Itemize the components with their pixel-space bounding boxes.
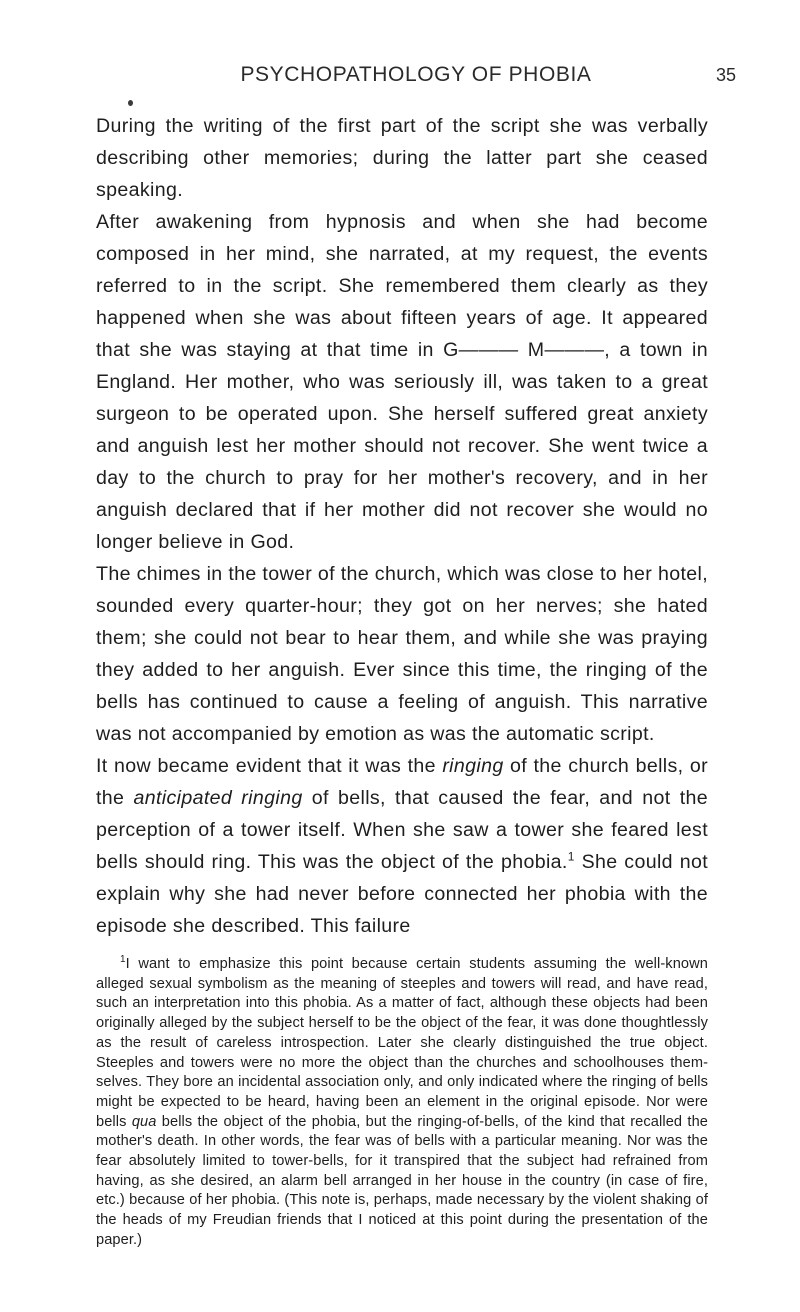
text-run: bells the object of the phobia, but the ringing-of-bells, of the kind that recalled the mother's death. In other words, the fear was of bells with a particular meaning. Nor was the fear absolutely limited to tower-bells, for it transpired that the subject had refrained from having, as she desired, an alarm bell arranged in her house in the country (in case of fire, etc.) because of her phobia. (This note is, perhaps, made necessary by the violent shaking of the heads of my Freudian friends that I noticed at this point during the presentation of the paper.) [96,1113,708,1248]
running-head [96,60,736,90]
footnote-reference: 1 [567,849,575,864]
ink-speck [128,100,133,106]
page-number: 35 [715,65,736,85]
emphasis: qua [131,1113,157,1130]
emphasis: anticipated ringing [133,787,303,809]
paragraph: After awakening from hypnosis and when she had become composed in her mind, she narrated, at my request, the events referred to in the script. She remembered them clearly as they happened when she was about fifteen years of age. It appeared that she was staying at that time in G——— M———, a town in England. Her mother, who was seriously ill, was taken to a great surgeon to be operated upon. She herself suffered great anxiety and anguish lest her mother should not recover. She went twice a day to the church to pray for her mother's recovery, and in her anguish declared that if her mother did not recover she would no longer believe in God. [96,211,708,553]
text-run: It now became evident that it was the [96,755,443,777]
footnote-marker: 1 [120,954,126,966]
text-run: of the church bells, or the [96,755,708,809]
paragraph: The chimes in the tower of the church, which was close to her hotel, sounded every quarter-hour; they got on her nerves; she hated them; she could not bear to hear them, and while she was praying they added to her anguish. Ever since this time, the ringing of the bells has continued to cause a feeling of anguish. This narrative was not accompanied by emotion as was the automatic script. [96,563,708,745]
paragraph: During the writing of the first part of the script she was verbally describing other memories; during the latter part she ceased speaking. [96,115,708,201]
footnote [96,955,708,1251]
emphasis: ringing [442,755,504,777]
body-text [96,110,708,942]
text-run: I want to emphasize this point because certain students assuming the well-known alleged sexual symbolism as the meaning of steeples and towers will read, and have read, such an interpretation into this phobia. As a matter of fact, although these objects had been originally alleged by the subject herself to be the object of the fear, it was done thoughtlessly as the result of careless introspection. Later she clearly distinguished the true object. Steeples and towers were no more the object than the churches and schoolhouses themselves. They bore an incidental association only, and only indicated where the ringing of bells might be expected to be heard, having been an element in the original episode. Nor were bells [96,956,708,1130]
paragraph [96,750,708,942]
text-run: of bells, that caused the fear, and not the perception of a tower itself. When she saw a tower she feared lest bells should ring. This was the object of the phobia. [96,787,709,873]
running-title: PSYCHOPATHOLOGY OF PHOBIA [240,63,592,86]
footnote-section [96,955,708,1251]
text-run: She could not explain why she had never before connected her phobia with the episode she described. This failure [96,851,708,937]
